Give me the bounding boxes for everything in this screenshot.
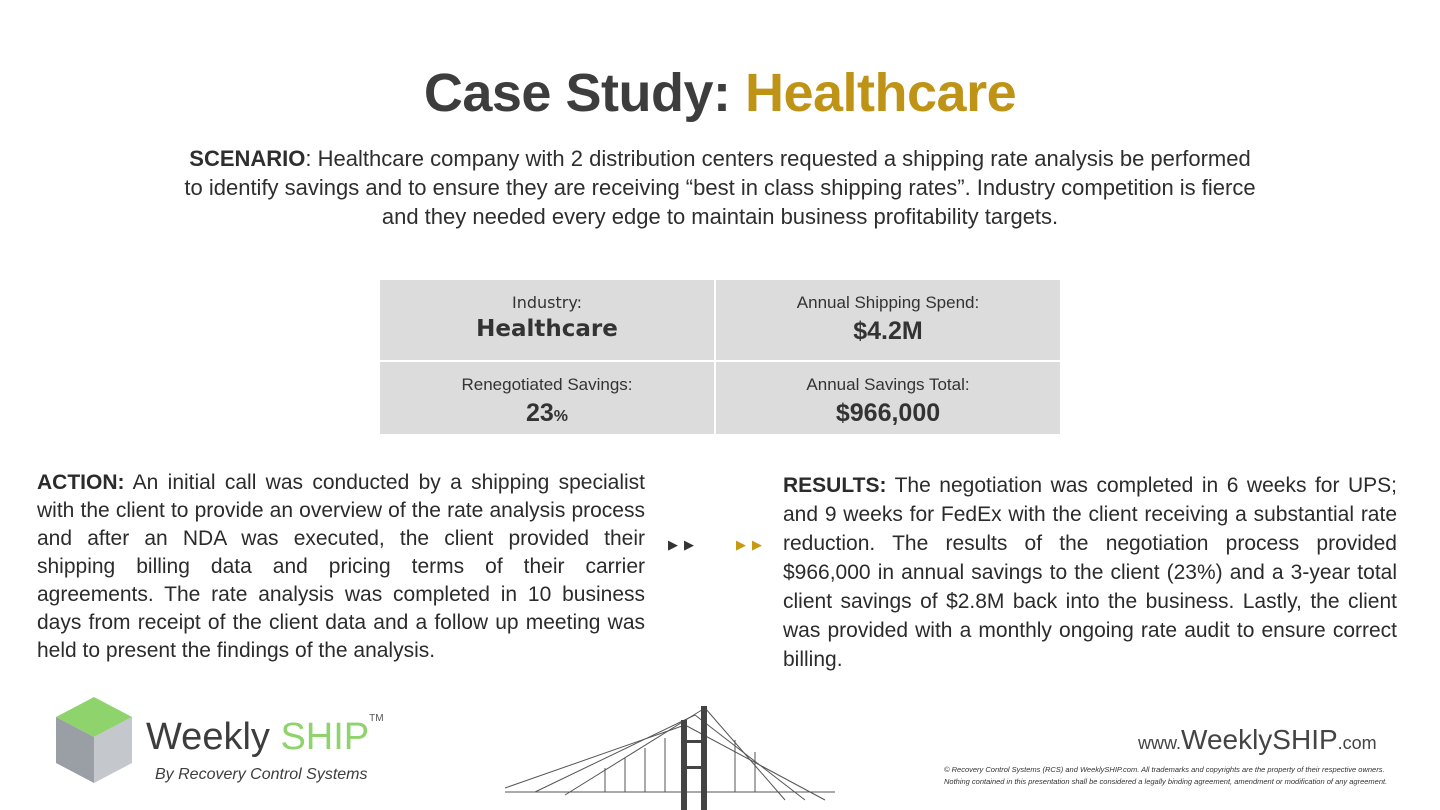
legal-line-1: © Recovery Control Systems (RCS) and WeeklySHIP.com. All trademarks and copyrights are the property of their respective owners. (944, 765, 1385, 774)
cube-logo-icon (54, 695, 134, 785)
results-text: The negotiation was completed in 6 weeks for UPS; and 9 weeks for FedEx with the client receiving a substantial rate reduction. The results of the negotiation process provided $966,000 in annual savings to the client (23%) and a 3-year total client savings of $2.8M back into the business. Lastly, the client was provided with a monthly ongoing rate audit to ensure correct billing. (783, 474, 1397, 671)
legal-line-2: Nothing contained in this presentation shall be considered a legally binding agreement, amendment or modification of any agreement. (944, 777, 1388, 786)
legal-disclaimer (944, 764, 1424, 788)
scenario-paragraph (180, 144, 1260, 231)
savings-unit: % (553, 408, 569, 425)
trademark-mark: TM (369, 713, 384, 725)
total-label: Annual Savings Total: (806, 375, 970, 394)
stat-industry (380, 280, 714, 360)
scenario-text: : Healthcare company with 2 distribution centers requested a shipping rate analysis be performed to identify savings and to ensure they are receiving “best in class shipping rates”. Industry competition is fierce and they needed every edge to maintain business profitability targets. (184, 146, 1256, 229)
stats-table (380, 280, 1060, 434)
stat-annual-spend (716, 280, 1060, 360)
industry-value: Healthcare (476, 316, 618, 342)
title-lead: Case Study: (423, 63, 745, 123)
arrow-gold-icon: ▶▶ (736, 537, 768, 552)
bridge-illustration-icon (505, 700, 835, 810)
logo-wordmark: Weekly SHIP™ (146, 713, 384, 758)
results-label: RESULTS: (783, 474, 887, 497)
action-paragraph (37, 469, 645, 665)
action-text: An initial call was conducted by a shipping specialist with the client to provide an overview of the rate analysis process and after an NDA was executed, the client provided their shipping billing data and pricing terms of their carrier agreements. The rate analysis was completed in 10 business days from receipt of the client data and a follow up meeting was held to present the findings of the analysis. (37, 471, 645, 662)
title-accent: Healthcare (744, 63, 1017, 123)
logo-tagline: By Recovery Control Systems (155, 766, 368, 783)
total-value: $966,000 (835, 399, 941, 427)
stat-savings-total (716, 362, 1060, 434)
stat-renegotiated-savings (380, 362, 714, 434)
industry-label: Industry: (511, 293, 583, 312)
savings-value: 23% (525, 399, 569, 427)
action-label: ACTION: (37, 471, 125, 494)
spend-label: Annual Shipping Spend: (796, 293, 980, 312)
results-paragraph (783, 471, 1397, 674)
arrow-dark-icon: ▶▶ (668, 537, 700, 552)
scenario-label: SCENARIO (189, 146, 306, 171)
page-title (0, 62, 1440, 124)
savings-label: Renegotiated Savings: (461, 375, 633, 394)
spend-value: $4.2M (853, 317, 923, 345)
website-url: www.WeeklySHIP.com (1138, 724, 1377, 755)
